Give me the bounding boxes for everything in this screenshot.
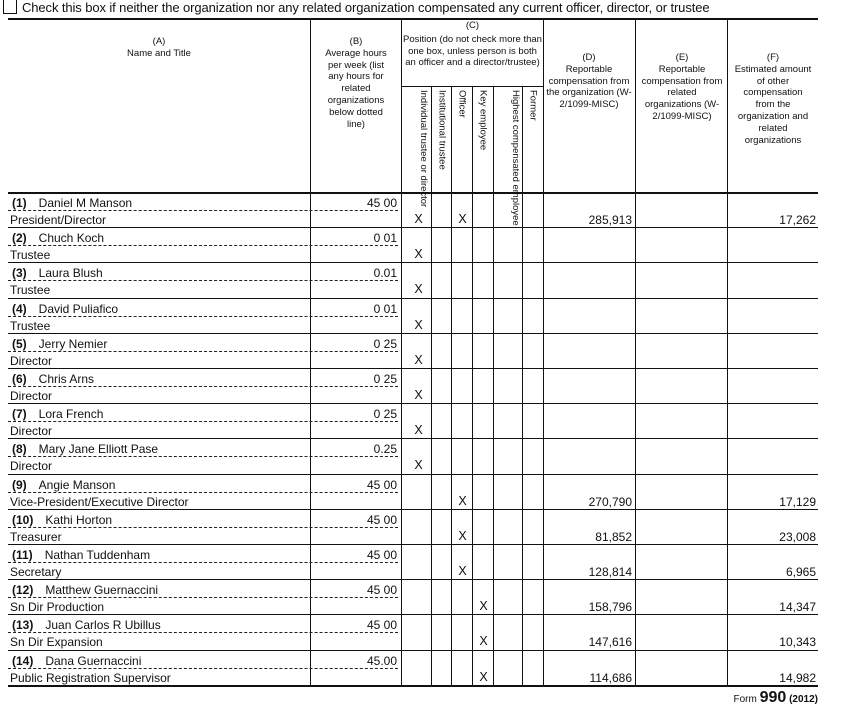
position-individual-trustee-mark[interactable]	[406, 247, 431, 261]
person-name	[12, 513, 112, 527]
other-comp-estimate: 17,262	[779, 213, 816, 227]
x-mark: X	[458, 494, 467, 508]
header-col-d-letter: (D)	[582, 52, 596, 63]
header-position-key-employee: Key employee	[477, 90, 489, 151]
other-comp-estimate: 10,343	[779, 635, 816, 649]
row-number: (7)	[12, 407, 27, 421]
person-name-text: David Puliafico	[38, 302, 119, 316]
person-name	[12, 372, 94, 386]
person-name	[12, 231, 104, 245]
x-mark: X	[414, 247, 423, 261]
no-compensation-checkbox-label: Check this box if neither the organization nor any related organization compensated any current officer, director, or trustee	[22, 0, 710, 15]
reportable-comp-org: 147,616	[588, 635, 632, 649]
x-mark: X	[414, 212, 423, 226]
position-individual-trustee-mark[interactable]	[406, 423, 431, 437]
x-mark: X	[414, 458, 423, 472]
average-hours: 0.01	[373, 266, 397, 280]
position-individual-trustee-mark[interactable]	[406, 282, 431, 296]
form-year: (2012)	[789, 694, 818, 705]
person-name	[12, 548, 150, 562]
other-comp-estimate: 6,965	[785, 565, 816, 579]
header-col-b	[320, 36, 392, 130]
x-mark: X	[414, 318, 423, 332]
header-col-b-letter: (B)	[349, 36, 363, 47]
position-individual-trustee-mark[interactable]	[406, 458, 431, 472]
person-name-text: Jerry Nemier	[38, 337, 108, 351]
header-col-e-text: Reportable compensation from related organizations (W-2/1099-MISC)	[641, 63, 723, 122]
person-title: Director	[10, 424, 53, 438]
x-mark: X	[479, 634, 488, 648]
person-title: Treasurer	[10, 530, 62, 544]
person-name	[12, 442, 158, 456]
form-footer	[733, 689, 818, 707]
person-name-text: Mary Jane Elliott Pase	[38, 442, 159, 456]
position-officer-mark[interactable]	[452, 212, 473, 226]
reportable-comp-org: 270,790	[588, 495, 632, 509]
table-row	[0, 228, 862, 263]
table-row	[0, 510, 862, 545]
table-row	[0, 580, 862, 615]
header-col-c-letter: (C)	[465, 20, 480, 31]
header-col-d	[546, 52, 632, 111]
header-position-individual-trustee: Individual trustee or director	[418, 90, 429, 208]
average-hours: 45.00	[366, 654, 397, 668]
reportable-comp-org: 128,814	[588, 565, 632, 579]
person-name-text: Chuch Koch	[38, 231, 105, 245]
position-individual-trustee-mark[interactable]	[406, 318, 431, 332]
position-individual-trustee-mark[interactable]	[406, 212, 431, 226]
position-officer-mark[interactable]	[452, 564, 473, 578]
row-number: (11)	[12, 548, 33, 562]
average-hours: 0 01	[373, 231, 397, 245]
header-col-a-letter: (A)	[152, 36, 166, 47]
table-row	[0, 545, 862, 580]
header-col-d-text: Reportable compensation from the organization (W-2/1099-MISC)	[546, 63, 632, 111]
x-mark: X	[414, 423, 423, 437]
person-name	[12, 618, 161, 632]
row-number: (3)	[12, 266, 27, 280]
person-title: Director	[10, 354, 53, 368]
person-title: Sn Dir Production	[10, 600, 105, 614]
table-row	[0, 193, 862, 228]
person-name	[12, 266, 103, 280]
row-number: (12)	[12, 583, 34, 597]
row-number: (9)	[12, 478, 27, 492]
person-title: Director	[10, 389, 53, 403]
other-comp-estimate: 17,129	[779, 495, 816, 509]
table-row	[0, 369, 862, 404]
table-row	[0, 615, 862, 650]
x-mark: X	[479, 599, 488, 613]
row-number: (5)	[12, 337, 27, 351]
person-title: Trustee	[10, 248, 51, 262]
header-col-b-text: Average hours per week (list any hours for related organizations below dotted line)	[325, 47, 387, 130]
person-title: Vice-President/Executive Director	[10, 495, 189, 509]
x-mark: X	[458, 564, 467, 578]
other-comp-estimate: 23,008	[779, 530, 816, 544]
table-row	[0, 263, 862, 298]
position-key-employee-mark[interactable]	[473, 670, 494, 684]
x-mark: X	[414, 388, 423, 402]
average-hours: 45 00	[366, 513, 397, 527]
table-row	[0, 334, 862, 369]
person-name-text: Dana Guernaccini	[45, 654, 142, 668]
row-number: (1)	[12, 196, 27, 210]
header-position-officer: Officer	[456, 90, 468, 118]
header-position-institutional-trustee: Institutional trustee	[436, 90, 448, 170]
person-name	[12, 337, 107, 351]
reportable-comp-org: 81,852	[595, 530, 632, 544]
average-hours: 0 25	[373, 337, 397, 351]
row-number: (13)	[12, 618, 34, 632]
person-name-text: Daniel M Manson	[38, 196, 133, 210]
header-col-f-text: Estimated amount of other compensation from the organization and related organizations	[734, 63, 812, 146]
header-col-e	[640, 52, 724, 123]
position-officer-mark[interactable]	[452, 494, 473, 508]
position-individual-trustee-mark[interactable]	[406, 353, 431, 367]
row-number: (6)	[12, 372, 27, 386]
position-key-employee-mark[interactable]	[473, 599, 494, 613]
average-hours: 0.25	[373, 442, 397, 456]
position-key-employee-mark[interactable]	[473, 634, 494, 648]
x-mark: X	[414, 282, 423, 296]
person-name-text: Kathi Horton	[45, 513, 113, 527]
x-mark: X	[414, 353, 423, 367]
person-name	[12, 407, 103, 421]
header-col-f	[733, 52, 813, 146]
header-col-c	[403, 20, 542, 69]
average-hours: 45 00	[366, 618, 397, 632]
header-col-e-letter: (E)	[675, 52, 689, 63]
person-name	[12, 478, 115, 492]
table-row	[0, 404, 862, 439]
person-name	[12, 583, 158, 597]
average-hours: 45 00	[366, 583, 397, 597]
row-number: (8)	[12, 442, 27, 456]
person-title: Trustee	[10, 319, 51, 333]
person-title: Public Registration Supervisor	[10, 671, 171, 685]
person-title: Director	[10, 459, 53, 473]
x-mark: X	[458, 529, 467, 543]
header-col-c-text: Position (do not check more than one box, unless person is both an officer and a director/trustee)	[403, 33, 542, 69]
average-hours: 45 00	[366, 196, 397, 210]
average-hours: 0 25	[373, 372, 397, 386]
person-name-text: Matthew Guernaccini	[45, 583, 159, 597]
form-label: Form	[733, 694, 757, 705]
form-number: 990	[759, 689, 787, 706]
person-title: President/Director	[10, 213, 107, 227]
person-name	[12, 196, 132, 210]
table-row	[0, 651, 862, 686]
person-name-text: Nathan Tuddenham	[44, 548, 151, 562]
person-title: Sn Dir Expansion	[10, 635, 103, 649]
x-mark: X	[479, 670, 488, 684]
person-name-text: Angie Manson	[38, 478, 116, 492]
average-hours: 45 00	[366, 548, 397, 562]
header-col-f-letter: (F)	[766, 52, 780, 63]
table-row	[0, 299, 862, 334]
average-hours: 45 00	[366, 478, 397, 492]
person-name	[12, 654, 141, 668]
header-col-a-text: Name and Title	[127, 47, 191, 59]
header-col-a	[8, 36, 310, 60]
header-position-highest-compensated: Highest compensated employee	[510, 90, 521, 226]
reportable-comp-org: 285,913	[588, 213, 632, 227]
person-name	[12, 302, 118, 316]
reportable-comp-org: 158,796	[588, 600, 632, 614]
reportable-comp-org: 114,686	[589, 671, 632, 685]
table-row	[0, 475, 862, 510]
other-comp-estimate: 14,982	[779, 671, 816, 685]
other-comp-estimate: 14,347	[779, 600, 816, 614]
person-name-text: Laura Blush	[38, 266, 103, 280]
position-individual-trustee-mark[interactable]	[406, 388, 431, 402]
person-name-text: Juan Carlos R Ubillus	[45, 618, 161, 632]
row-number: (2)	[12, 231, 27, 245]
average-hours: 0 01	[373, 302, 397, 316]
row-number: (4)	[12, 302, 27, 316]
person-title: Trustee	[10, 283, 51, 297]
table-row	[0, 439, 862, 474]
person-title: Secretary	[10, 565, 62, 579]
position-officer-mark[interactable]	[452, 529, 473, 543]
row-number: (10)	[12, 513, 34, 527]
x-mark: X	[458, 212, 467, 226]
header-position-former: Former	[527, 90, 539, 121]
average-hours: 0 25	[373, 407, 397, 421]
row-number: (14)	[12, 654, 34, 668]
person-name-text: Chris Arns	[38, 372, 95, 386]
person-name-text: Lora French	[38, 407, 104, 421]
